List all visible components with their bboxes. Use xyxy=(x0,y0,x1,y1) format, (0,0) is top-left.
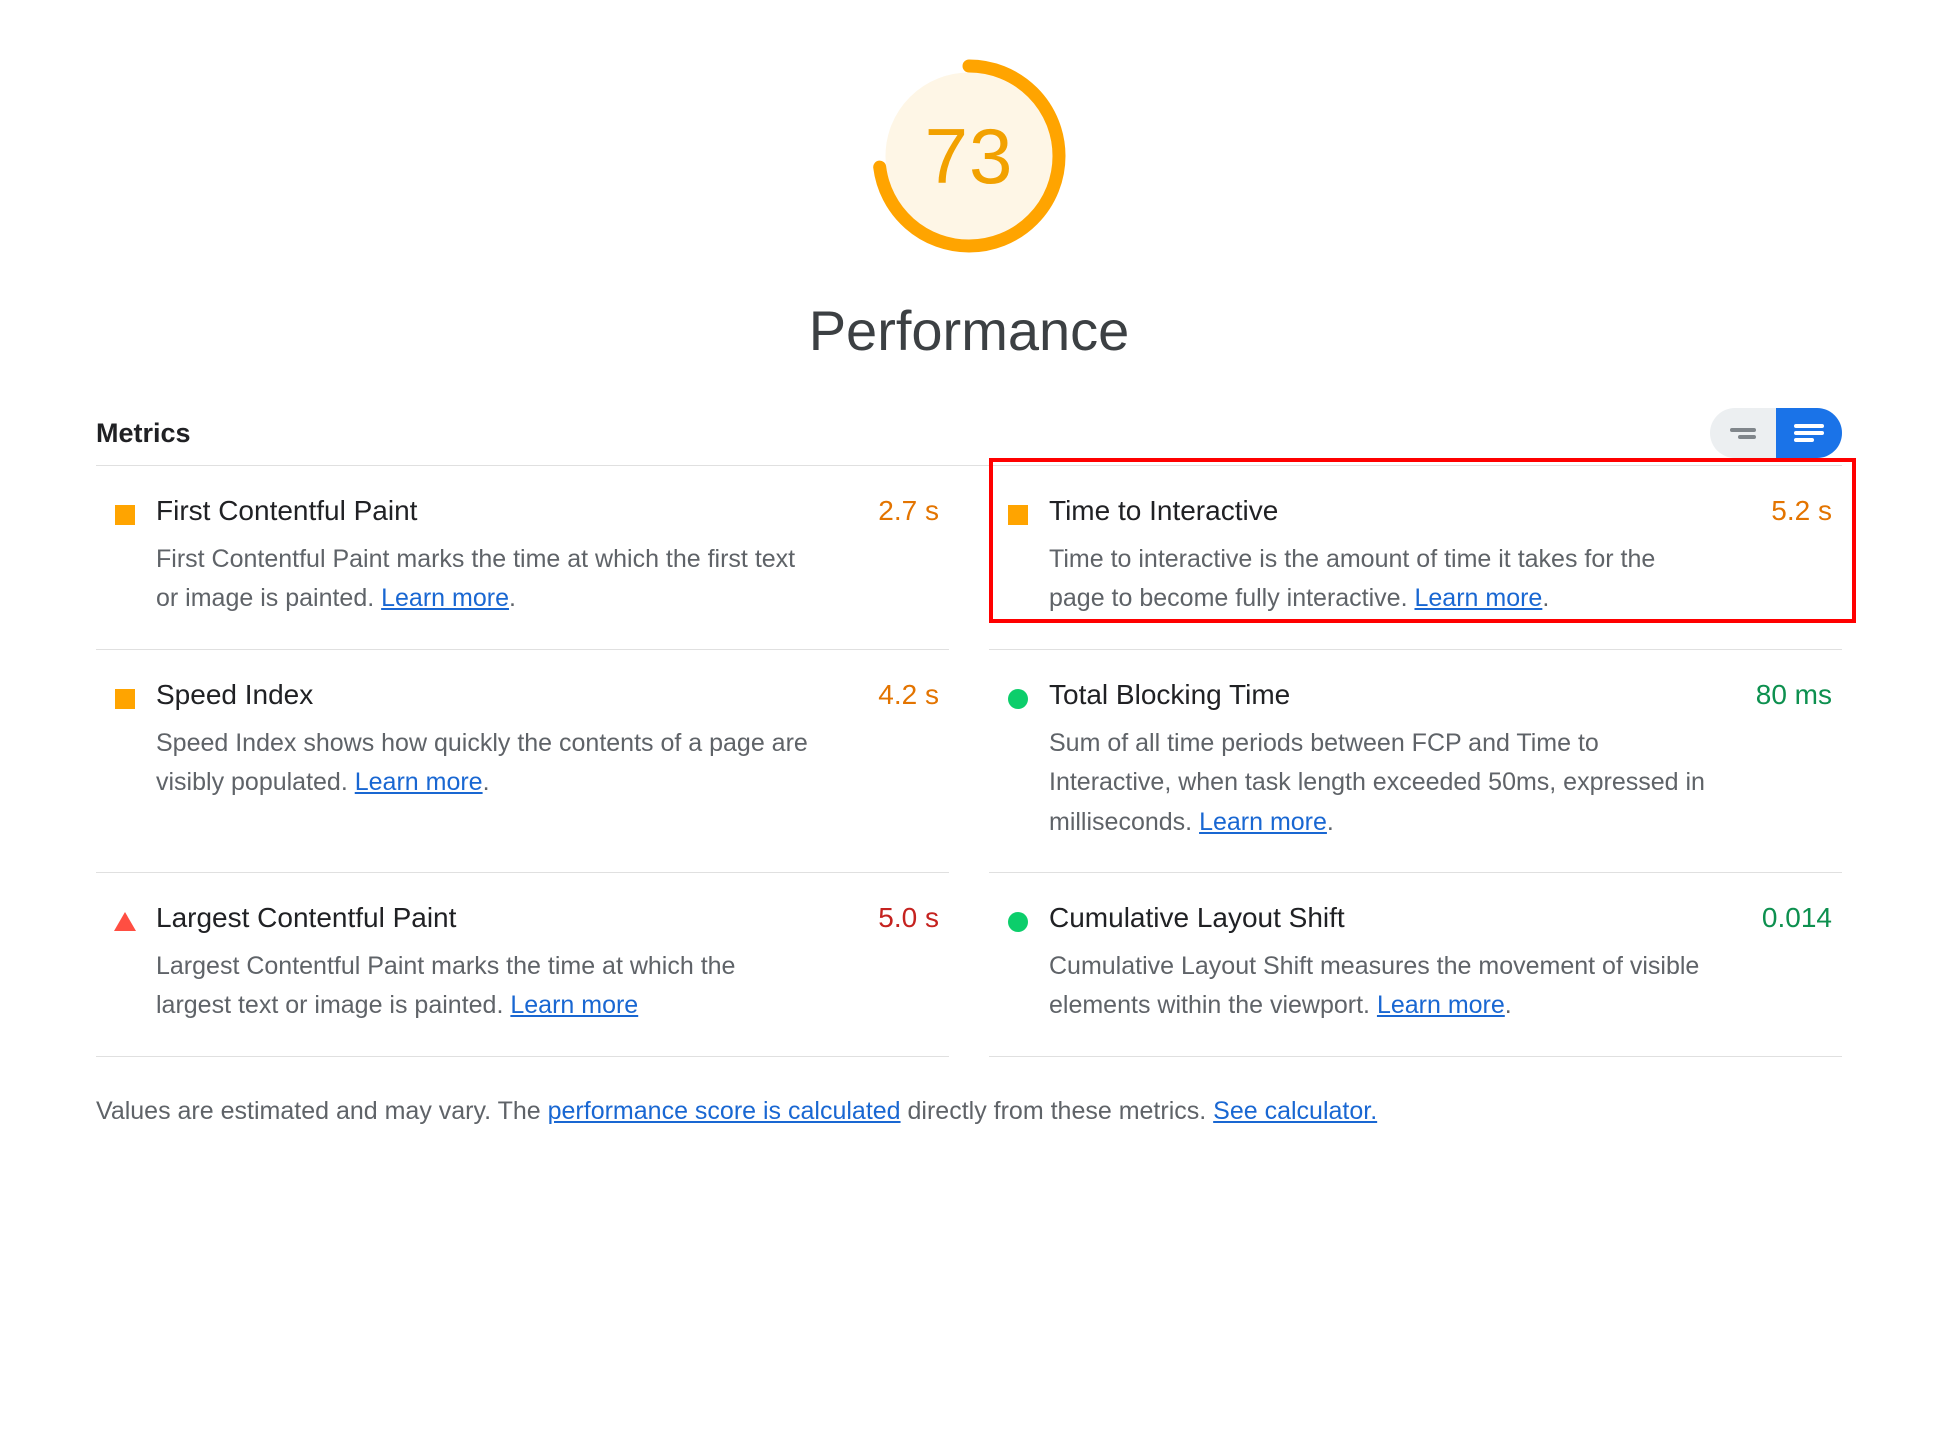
metric-item-first-contentful-paint xyxy=(96,466,949,650)
learn-more-link[interactable]: Learn more xyxy=(510,991,639,1020)
metric-description-text: Sum of all time periods between FCP and Time to Interactive, when task length exceeded 50ms, expressed in milliseconds. xyxy=(1049,728,1705,836)
metric-name: Speed Index xyxy=(156,678,314,710)
footnote-text-part2: directly from these metrics. xyxy=(900,1096,1214,1125)
metric-name: Time to Interactive xyxy=(1049,495,1279,526)
metric-value: 5.0 s xyxy=(878,902,939,934)
metric-description xyxy=(156,540,816,619)
metrics-heading: Metrics xyxy=(96,417,191,448)
see-calculator-link[interactable]: See calculator. xyxy=(1213,1096,1378,1125)
metric-name: First Contentful Paint xyxy=(156,495,418,526)
metric-value: 80 ms xyxy=(1755,678,1832,710)
learn-more-link[interactable]: Learn more xyxy=(381,584,509,613)
metrics-footnote xyxy=(0,1057,1938,1131)
page-title: Performance xyxy=(808,299,1130,362)
metric-description-text: Largest Contentful Paint marks the time at which the largest text or image is painted. xyxy=(156,951,736,1020)
metric-item-speed-index xyxy=(96,650,949,873)
metric-item-largest-contentful-paint xyxy=(96,873,949,1057)
metric-description xyxy=(156,724,816,803)
metric-description xyxy=(1049,724,1709,843)
expanded-view-icon[interactable] xyxy=(1776,408,1842,458)
metric-description xyxy=(156,947,816,1026)
learn-more-link[interactable]: Learn more xyxy=(1376,991,1505,1020)
collapse-view-icon[interactable] xyxy=(1710,408,1776,458)
metric-item-time-to-interactive xyxy=(989,466,1842,650)
metrics-header xyxy=(96,403,1842,463)
metric-description-tail: . xyxy=(1542,584,1550,613)
metric-name: Cumulative Layout Shift xyxy=(1049,902,1345,934)
performance-gauge xyxy=(855,42,1083,270)
status-square-orange-icon xyxy=(114,689,136,709)
performance-gauge-section xyxy=(0,0,1938,363)
metric-description xyxy=(1049,540,1709,619)
metric-description-tail: . xyxy=(508,584,516,613)
metric-name: Largest Contentful Paint xyxy=(156,902,457,934)
status-circle-green-icon xyxy=(1007,689,1029,709)
metric-description xyxy=(1049,947,1709,1026)
gauge-score-value: 73 xyxy=(924,112,1014,200)
metrics-section xyxy=(0,403,1938,1057)
learn-more-link[interactable]: Learn more xyxy=(354,768,483,797)
footnote-text-part1: Values are estimated and may vary. The xyxy=(96,1096,548,1125)
metric-description-tail: . xyxy=(482,768,490,797)
metric-description-text: Speed Index shows how quickly the contents of a page are visibly populated. xyxy=(156,728,808,797)
learn-more-link[interactable]: Learn more xyxy=(1414,584,1543,613)
metric-description-tail: . xyxy=(1504,991,1512,1020)
metric-value: 0.014 xyxy=(1761,902,1832,934)
metric-description-tail: . xyxy=(1326,807,1334,836)
metric-value: 5.2 s xyxy=(1771,495,1832,526)
metric-name: Total Blocking Time xyxy=(1049,678,1291,710)
metric-item-cumulative-layout-shift xyxy=(989,873,1842,1057)
metrics-grid xyxy=(96,465,1842,1057)
status-square-orange-icon xyxy=(1007,505,1029,525)
performance-score-calculated-link[interactable]: performance score is calculated xyxy=(547,1096,901,1125)
metric-value: 4.2 s xyxy=(878,678,939,710)
metrics-view-toggle[interactable] xyxy=(1710,408,1842,458)
metric-item-total-blocking-time xyxy=(989,650,1842,873)
metric-value: 2.7 s xyxy=(878,495,939,526)
metric-description-text: Time to interactive is the amount of time it takes for the page to become fully interactive. xyxy=(1049,544,1656,613)
metric-description-text: First Contentful Paint marks the time at which the first text or image is painted. xyxy=(156,544,796,613)
status-circle-green-icon xyxy=(1007,912,1029,932)
metric-description-text: Cumulative Layout Shift measures the movement of visible elements within the viewport. xyxy=(1049,951,1700,1020)
status-square-orange-icon xyxy=(114,505,136,525)
status-triangle-red-icon xyxy=(114,912,136,931)
learn-more-link[interactable]: Learn more xyxy=(1199,807,1327,836)
